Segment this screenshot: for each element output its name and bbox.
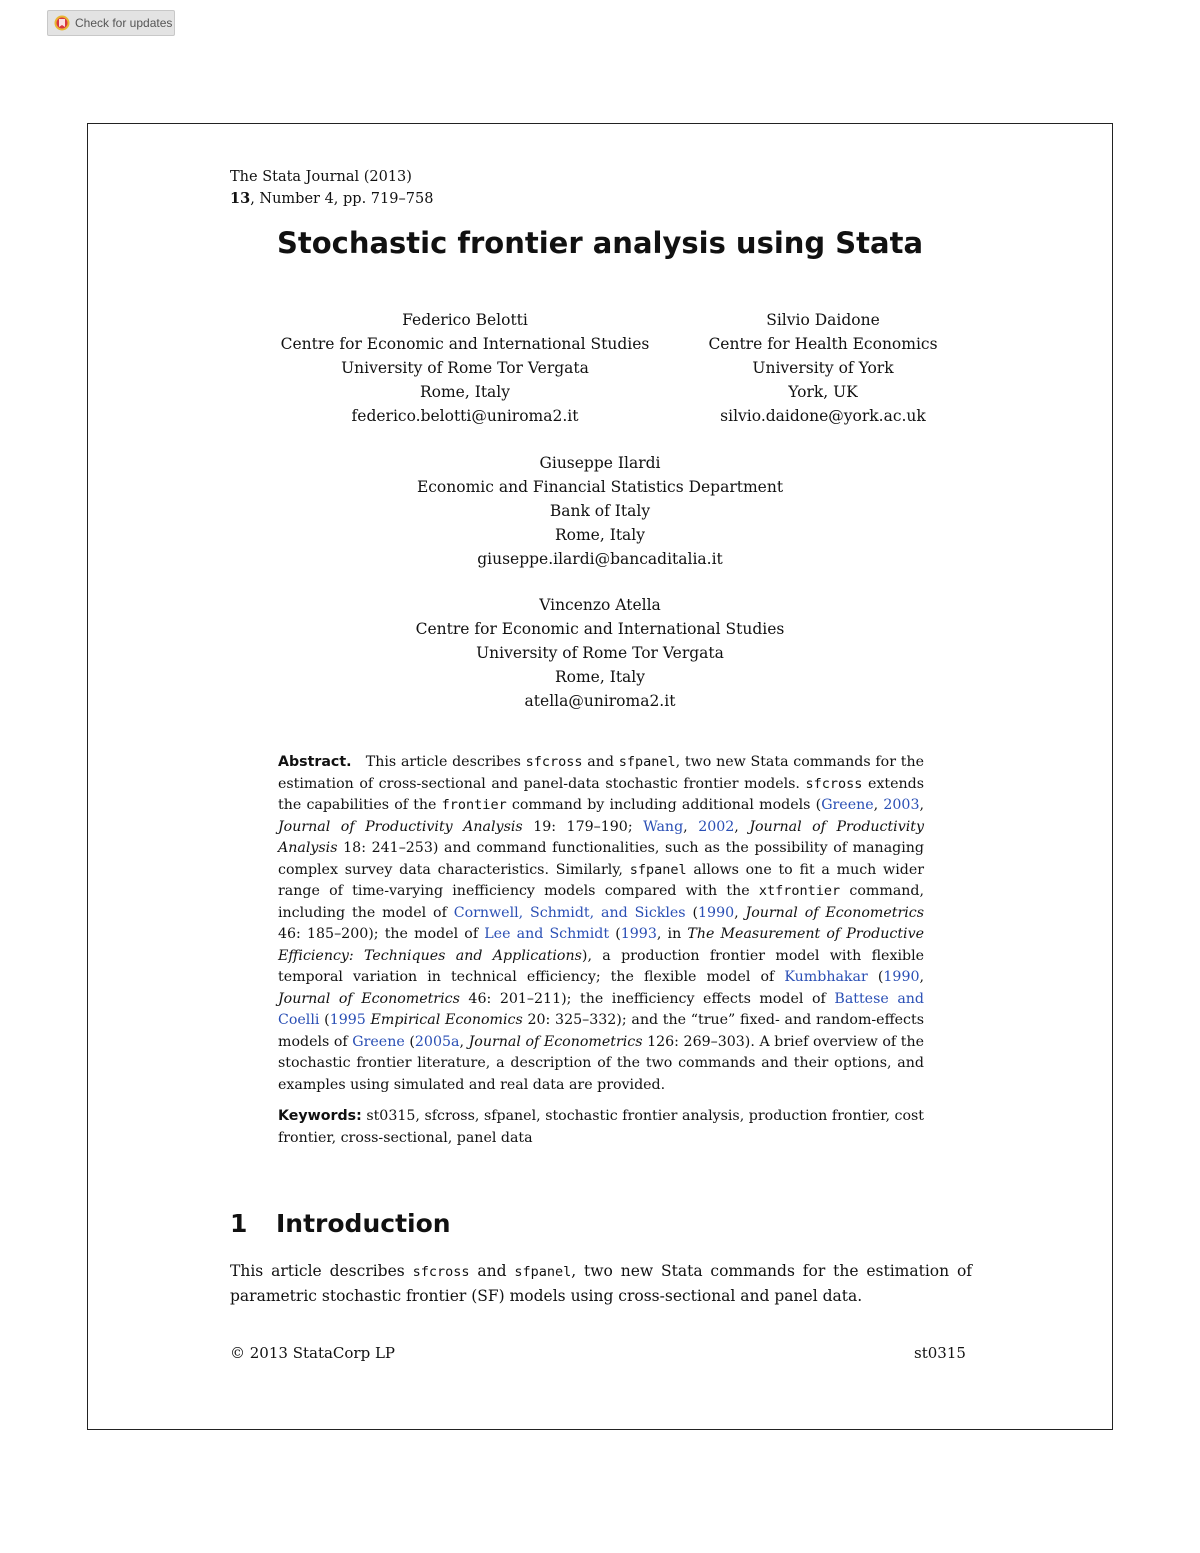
author-institution: Bank of Italy	[549, 502, 651, 520]
author-email[interactable]: federico.belotti@uniroma2.it	[351, 407, 579, 425]
check-for-updates-label: Check for updates	[75, 16, 173, 30]
journal-title: Journal of Productivity Analysis	[278, 818, 523, 835]
author-name: Silvio Daidone	[766, 311, 880, 329]
intro-paragraph: This article describes sfcross and sfpanel, two new Stata commands for the estimation of parametric stochastic frontier (SF) models using cross-sectional and panel data.	[230, 1262, 973, 1305]
journal-title: Journal of Productivity Analysis	[278, 818, 924, 856]
command-name: sfcross	[805, 775, 863, 792]
check-for-updates-button[interactable]	[47, 10, 175, 36]
citation-link[interactable]: 1990	[883, 969, 920, 985]
citation-link[interactable]: Battese and Coelli	[278, 990, 925, 1028]
command-name: sfpanel	[629, 861, 687, 878]
journal-volume-line: 13, Number 4, pp. 719–758	[230, 190, 434, 207]
abstract	[278, 752, 924, 1149]
author-affiliation: Centre for Health Economics	[708, 335, 938, 353]
author-location: York, UK	[788, 383, 858, 401]
citation-link[interactable]: 1993	[620, 926, 657, 942]
abstract-label: Abstract.	[278, 754, 352, 770]
author-email[interactable]: atella@uniroma2.it	[524, 692, 676, 710]
citation-link[interactable]: Lee and Schmidt	[484, 926, 610, 942]
journal-title: Journal of Econometrics	[745, 904, 924, 921]
author-location: Rome, Italy	[554, 668, 646, 686]
author-affiliation: Economic and Financial Statistics Department	[416, 478, 784, 496]
citation-link[interactable]: Greene	[821, 797, 874, 813]
author-block-2	[688, 308, 958, 428]
command-name: xtfrontier	[758, 883, 841, 899]
book-title: The Measurement of Productive Efficiency: Techniques and Applications	[278, 926, 924, 964]
author-affiliation: Centre for Economic and International Studies	[280, 335, 650, 353]
keywords-text: st0315, sfcross, sfpanel, stochastic frontier analysis, production frontier, cost frontier, cross-sectional, panel data	[278, 1108, 924, 1146]
citation-link[interactable]: 2002	[698, 818, 735, 835]
keywords	[278, 1106, 924, 1149]
command-name: sfcross	[525, 754, 583, 770]
author-name: Giuseppe Ilardi	[539, 454, 661, 472]
keywords-label: Keywords:	[278, 1108, 362, 1124]
author-affiliation: Centre for Economic and International Studies	[415, 620, 785, 638]
abstract-body: Abstract. This article describes sfcross and sfpanel, two new Stata commands for the estimation of cross-sectional and panel-data stochastic frontier models. sfcross extends the capabilities of the frontier command by including additional models (Greene, 2003, Journal of Productivity Analysis 19: 179–190; Wang, 2002, Journal of Productivity Analysis 18: 241–253) and command functionalities, such as the possibility of managing complex survey data characteristics. Similarly, sfpanel allows one to fit a much wider range of time-varying inefficiency models compared with the xtfrontier command, including the model of Cornwell, Schmidt, and Sickles (1990, Journal of Econometrics 46: 185–200); the model of Lee and Schmidt (1993, in The Measurement of Productive Efficiency: Techniques and Applications), a production frontier model with flexible temporal variation in technical efficiency; the flexible model of Kumbhakar (1990, Journal of Econometrics 46: 201–211); the inefficiency effects model of Battese and Coelli (1995 Empirical Economics 20: 325–332); and the “true” fixed- and random-effects models of Greene (2005a, Journal of Econometrics 126: 269–303). A brief overview of the stochastic frontier literature, a description of the two commands and their options, and examples using simulated and real data are provided.	[278, 754, 925, 1093]
journal-info	[230, 166, 433, 210]
author-institution: University of Rome Tor Vergata	[476, 644, 724, 662]
author-name: Vincenzo Atella	[539, 596, 661, 614]
journal-line: The Stata Journal (2013)	[230, 169, 412, 185]
section-heading	[230, 1209, 451, 1238]
command-name: sfpanel	[514, 1264, 572, 1280]
command-name: sfpanel	[618, 754, 676, 770]
citation-link[interactable]: Kumbhakar	[784, 969, 868, 985]
author-location: Rome, Italy	[419, 383, 511, 401]
author-block-4	[350, 593, 850, 713]
journal-volume: 13	[230, 190, 251, 207]
command-name: frontier	[441, 797, 507, 813]
citation-link[interactable]: Wang	[643, 818, 684, 835]
author-block-3	[350, 451, 850, 571]
author-institution: University of Rome Tor Vergata	[341, 359, 589, 377]
article-page	[87, 123, 1113, 1430]
citation-link[interactable]: Greene	[352, 1033, 405, 1050]
journal-title: Journal of Econometrics	[468, 1033, 643, 1050]
author-institution: University of York	[752, 359, 894, 377]
section-title: Introduction	[276, 1209, 451, 1238]
citation-link[interactable]: 1990	[698, 904, 735, 921]
section-number: 1	[230, 1209, 248, 1238]
journal-title: Empirical Economics	[370, 1012, 523, 1028]
journal-title: Journal of Econometrics	[278, 990, 460, 1007]
article-code: st0315	[914, 1344, 966, 1362]
paper-title: Stochastic frontier analysis using Stata	[276, 226, 924, 260]
citation-link[interactable]: 2005a	[414, 1033, 460, 1050]
check-for-updates-badge-icon	[54, 15, 70, 31]
citation-link[interactable]: 1995	[329, 1012, 366, 1028]
command-name: sfcross	[412, 1264, 470, 1280]
author-email[interactable]: silvio.daidone@york.ac.uk	[720, 407, 926, 425]
author-email[interactable]: giuseppe.ilardi@bancaditalia.it	[477, 550, 723, 568]
author-name: Federico Belotti	[402, 311, 528, 329]
author-block-1	[250, 308, 680, 428]
citation-link[interactable]: Cornwell, Schmidt, and Sickles	[453, 904, 686, 921]
copyright-notice: © 2013 StataCorp LP	[230, 1344, 396, 1362]
citation-link[interactable]: 2003	[883, 797, 920, 813]
author-location: Rome, Italy	[554, 526, 646, 544]
